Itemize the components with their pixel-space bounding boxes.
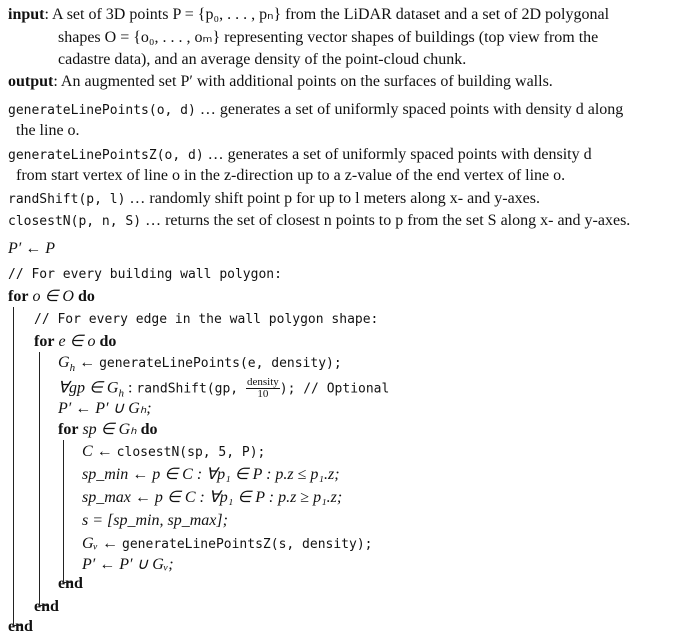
- algo-randshift-line: [58, 377, 389, 402]
- algo-s-line: s = [sp_min, sp_max];: [82, 512, 228, 529]
- keyword-do: do: [77, 288, 95, 305]
- function-call: closestN(sp, 5, P);: [116, 445, 266, 460]
- subscript: h: [118, 387, 124, 400]
- algo-for-sp: [58, 421, 158, 439]
- colon: :: [123, 379, 137, 397]
- subscript: h: [69, 361, 76, 374]
- loop-var: o ∈ O: [28, 288, 78, 305]
- arrow: ←: [75, 354, 100, 371]
- loop-var: e ∈ o: [54, 333, 100, 350]
- function-name: closestN(p, n, S): [8, 214, 142, 229]
- input-text-1: : A set of 3D points P = {p₀, . . . , pₙ} from the LiDAR dataset and a set of 2D polygonal: [44, 6, 610, 23]
- output-label: output: [8, 73, 54, 90]
- algo-spmin-line: sp_min ← p ∈ C : ∀p₁ ∈ P : p.z ≤ p₁.z;: [82, 466, 340, 483]
- block-hook-inner: [63, 582, 71, 583]
- algo-union-line: P′ ← P′ ∪ Gₕ;: [58, 400, 152, 417]
- function-def-2: [8, 146, 592, 165]
- input-line-2: shapes O = {o₀, . . . , oₘ} representing vector shapes of buildings (top view from the: [58, 29, 599, 46]
- algo-gen-line: [58, 354, 342, 377]
- algo-line-init: P′ ← P: [8, 240, 56, 257]
- function-desc: … returns the set of closest n points to p from the set S along x- and y-axes.: [141, 212, 631, 229]
- keyword-do: do: [99, 333, 117, 350]
- function-call: generateLinePointsZ(s, density);: [122, 537, 373, 552]
- output-text: : An augmented set P′ with additional points on the surfaces of building walls.: [53, 73, 553, 90]
- var: G: [58, 354, 70, 371]
- end-inner: end: [58, 575, 83, 592]
- block-rule-edge: [39, 352, 40, 605]
- function-def-1: [8, 101, 623, 120]
- algo-comment-outer: // For every building wall polygon:: [8, 267, 282, 282]
- function-name: randShift(p, l): [8, 192, 126, 207]
- keyword-for: for: [34, 333, 55, 350]
- function-desc: … generates a set of uniformly spaced points with density d: [203, 146, 592, 163]
- loop-var: sp ∈ Gₕ: [78, 421, 141, 438]
- algo-for-edge: [34, 333, 116, 351]
- function-def-4: [8, 212, 630, 231]
- algo-closest-line: [82, 443, 265, 462]
- algo-for-outer: [8, 288, 95, 306]
- end-outer: end: [8, 618, 33, 635]
- algo-comment-inner: // For every edge in the wall polygon shape:: [34, 312, 379, 327]
- input-line-1: [8, 6, 609, 24]
- algo-union-v-line: P′ ← P′ ∪ Gᵥ;: [82, 556, 174, 573]
- block-rule-inner: [63, 440, 64, 582]
- block-hook-edge: [39, 605, 47, 606]
- function-def-3: [8, 190, 540, 209]
- keyword-for: for: [8, 288, 29, 305]
- function-name: generateLinePoints(o, d): [8, 103, 196, 118]
- function-def-2-cont: from start vertex of line o in the z-direction up to a z-value of the end vertex of line o.: [16, 167, 566, 184]
- end-edge: end: [34, 598, 59, 615]
- keyword-do: do: [140, 421, 158, 438]
- input-line-3: cadastre data), and an average density of the point-cloud chunk.: [58, 51, 467, 68]
- function-desc: … generates a set of uniformly spaced points with density d along: [195, 101, 624, 118]
- output-line: [8, 73, 553, 91]
- var: Gᵥ ←: [82, 535, 123, 552]
- algo-genz-line: [82, 535, 372, 554]
- input-label: input: [8, 6, 45, 23]
- function-call: generateLinePoints(e, density);: [99, 356, 342, 371]
- keyword-for: for: [58, 421, 79, 438]
- block-rule-outer: [13, 307, 14, 625]
- function-def-1-cont: the line o.: [16, 122, 80, 139]
- function-call: randShift(gp,: [136, 381, 246, 397]
- block-hook-outer: [13, 625, 21, 626]
- var: C ←: [82, 443, 117, 460]
- fraction-denominator: 10: [257, 388, 269, 400]
- fraction-numerator: density: [246, 376, 279, 388]
- fraction: [246, 377, 280, 400]
- function-desc: … randomly shift point p for up to l meters along x- and y-axes.: [125, 190, 540, 207]
- function-name: generateLinePointsZ(o, d): [8, 148, 204, 163]
- algo-spmax-line: sp_max ← p ∈ C : ∀p₁ ∈ P : p.z ≥ p₁.z;: [82, 489, 343, 506]
- quantifier: ∀gp ∈ G: [58, 379, 119, 397]
- comment-optional: ); // Optional: [279, 381, 390, 397]
